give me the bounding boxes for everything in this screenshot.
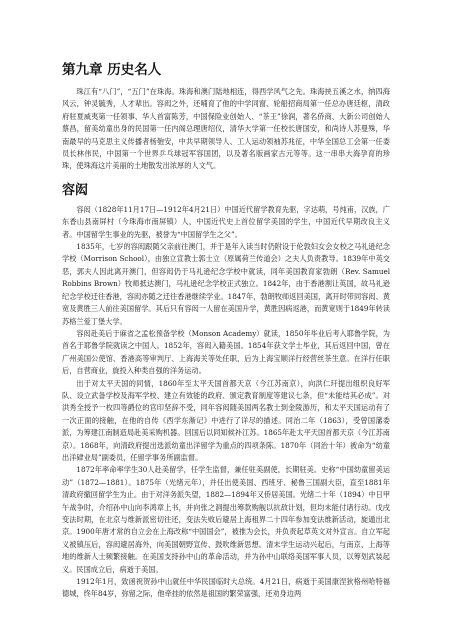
body-paragraph-2: 1835年，七岁的容闳跟随父亲前往澳门，并于是年入读当时仍附设于伦敦妇女会女校之马礼逊纪念学校（Morrison School），由独立宣教士郭士立（原属荷兰传道会）之夫人负责教导。1839年中英交恶，郭夫人因此离开澳门，但容闳仍于马礼逊纪念学校中就读，同年美国教育家勃朗（Rev. Samuel Robbins Brown）牧师抵达澳门，马礼逊纪念学校正式独立。1842年，由于香港割让英国，故马礼逊纪念学校迁往香港，容闳亦随之迁往香港继续学业。1847年，勃朗牧师返回美国，离开时带同容闳、黄宽及黄胜三人前往美国留学。其后只有容闳一人留在美国升学，黄胜因病返港，而黄宽则于1849年转读苏格兰爱丁堡大学。 xyxy=(62,242,390,326)
body-paragraph-4: 出于对太平天国的同情，1860年至太平天国首都天京（今江苏南京），向洪仁玕提出组织良好军队、设立武备学校及海军学校、建立有效能的政府、颁定教育制度等建议七条，但“未能结其必成”。对洪秀全授予一枚四等爵位的官印坚辞不受，同年容闳随美国两名教士到金陵游历，和太平天国运动有了一次正面的接触，在他的自传《西学东渐记》中进行了详尽的描述。同治二年（1863），受曾国藩委派，为筹建江南制造局赴美采购机器。回国后以同知候补江苏。1865年赴太平天国首都天京（今江苏南京）。1868年，向清政府提出选派幼童出洋留学为重点的四项条陈。1870年（同治十年）被命为“幼童出洋肄业局”副委员，任留学事务所副监督。 xyxy=(62,378,390,462)
chapter-title: 第九章 历史名人 xyxy=(62,62,162,78)
chapter-intro xyxy=(62,86,390,173)
body-paragraph-6: 1912年1月，致函祝贺孙中山就任中华民国临时大总统。4月21日，病逝于美国康涅狄格州哈特福德城，终年84岁，弥留之际，他牵挂的依然是祖国的繁荣富强，还劝身边两 xyxy=(62,577,390,599)
body-paragraph-5: 1872年率命率学生30人赴美留学，任学生监督，兼任驻美副使，长期驻美。史称“中国幼童留美运动”（1872—1881）。1875年（光绪元年），并任出使美国、西班牙、秘鲁三国副大臣，直至1881年清政府撤回留学生为止。由于对洋务派失望，1882—1894年又侨居美国。光绪二十年（1894）中日甲午战争时，介绍孙中山向李鸿章上书，并向张之洞提出筹款购舰以抗敌计划，但均未能付诸行动。戊戌变法时期，在北京与维新派密切往还，变法失败后避居上海租界二十四年参加变法维新活动，旋遁出北京。1900年唐才常的自立会在上海改称“中国国会”，被推为会长，并负责起草英文对外宣言。自立军起义被镇压后，容闳避居海外，向美国朝野宣传、鼓吹维新思想。清末学生运动兴起后，与南京、上海等地的维新人士频繁接触。在美国支持孙中山的革命活动，并为孙中山联络美国军事人员，以筹划武装起义。民国成立后，病逝于美国。 xyxy=(62,465,391,574)
intro-paragraph: 珠江有“八门”，“五门”在珠海。珠海和澳门陆地相连，得西学风气之先。珠海挟五溪之水，纳四海风云，钟灵毓秀，人才辈出。容闳之外，还哺育了他的中学同窗、轮船招商局第一任总办唐廷枢，清政府驻夏威夷第一任领事、华人首富陈芳，中国保险业创始人、“茶王”徐润，著名侨商、大新公司创始人蔡昌，留美幼童出身的民国第一任内阁总理唐绍仪，清华大学第一任校长唐国安，和尚诗人苏曼殊，华南最早的马克思主义传播者杨匏安，中共早期领导人、工人运动领袖苏兆征，中华全国总工会第一任委员长林伟民，中国第一个世界乒乓球冠军容国团，以及著名版画家古元等等。这一串串大海孕育的珍珠，使珠海这片美丽的土地散发出浓厚的人文气。 xyxy=(62,87,390,171)
section-title: 容闳 xyxy=(62,182,89,198)
section-body xyxy=(62,204,390,601)
body-paragraph-3: 容闳赴美后于麻省之孟松预备学校（Monson Academy）就读，1850年毕业后考入耶鲁学院，为首名于耶鲁学院就读之中国人。1852年，容闳入籍美国。1854年获文学士毕业，其后返回中国，曾在广州美国公使馆、香港高等审判厅、上海海关等处任职，后为上海宝顺洋行经营丝茶生意。在洋行任职后，自营商业，旋投入种类自强的洋务运动。 xyxy=(62,328,390,376)
body-paragraph-1: 容闳（1828年11月17日—1912年4月21日）中国近代留学教育先驱，字达萌，号纯甫，汉族，广东香山县南屏村（今珠海市南屏镇）人，中国近代史上首位留学美国的学生，中国近代早期改良主义者。中国留学生事业的先驱，被誉为“中国留学生之父”。 xyxy=(62,204,390,239)
